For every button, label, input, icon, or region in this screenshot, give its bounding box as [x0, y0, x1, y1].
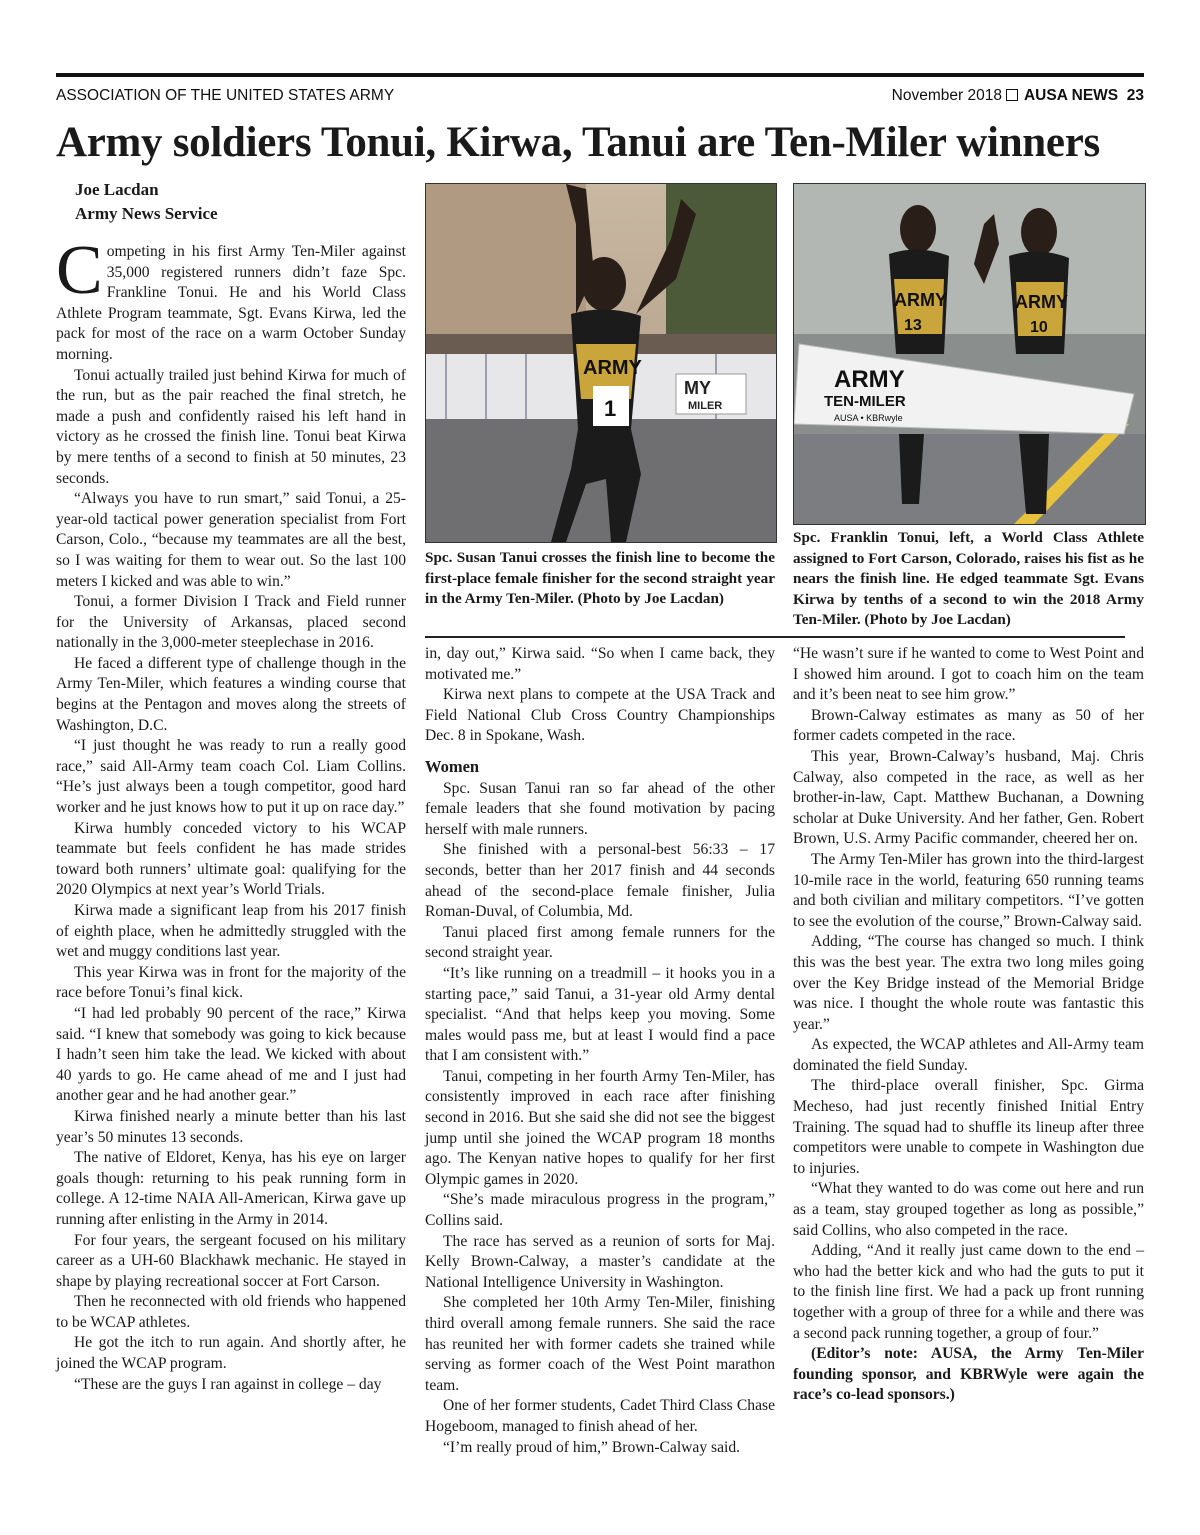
article-paragraph: The native of Eldoret, Kenya, has his eye on larger goals though: returning to his peak running form in college. A 12-time NAIA All-American, Kirwa gave up running after enlisting in the Army in 2014. — [56, 1149, 406, 1228]
article-paragraph: Tonui, a former Division I Track and Field runner for the University of Arkansas, placed second nationally in the 3,000-meter steeplechase in 2016. — [56, 593, 406, 652]
photo2-banner-a: ARMY — [834, 366, 905, 393]
photo2-bib-left-text: ARMY — [894, 290, 947, 310]
square-icon — [1006, 89, 1018, 101]
article-paragraph: Kirwa made a significant leap from his 2017 finish of eighth place, when he admittedly struggled with the wet and muggy conditions last year. — [56, 902, 406, 961]
photo2-banner-sponsors: AUSA • KBRwyle — [834, 413, 903, 423]
article-paragraph: “He wasn’t sure if he wanted to come to West Point and I showed him around. I got to coach him on the team and it’s been neat to see him grow.” — [793, 645, 1144, 704]
article-paragraph: Adding, “The course has changed so much. I think this was the best year. The extra two long miles going over the Key Bridge instead of the Memorial Bridge was nice. I thought the whole route was fantastic this year.” — [793, 933, 1144, 1033]
article-paragraph: Competing in his first Army Ten-Miler against 35,000 registered runners didn’t faze Spc. Frankline Tonui. He and his World Class Athlete Program teammate, Sgt. Evans Kirwa, led the pack for most of the race on a warm October Sunday morning. — [56, 232, 406, 363]
article-paragraph: He faced a different type of challenge though in the Army Ten-Miler, which features a winding course that begins at the Pentagon and moves along the streets of Washington, D.C. — [56, 654, 406, 734]
header-org: ASSOCIATION OF THE UNITED STATES ARMY — [56, 87, 395, 104]
photo2-bib-left-number: 13 — [904, 317, 922, 334]
article-paragraph: Tanui placed first among female runners for the second straight year. — [425, 923, 775, 962]
article-paragraph: The third-place overall finisher, Spc. Girma Mecheso, had just recently finished Initial Entry Training. The squad had to shuffle its lineup after three competitors were unable to compete in Washington due to injuries. — [793, 1077, 1144, 1177]
article-paragraph: She completed her 10th Army Ten-Miler, finishing third overall among female runners. She said the race has reunited her with former cadets she trained while serving as former coach of the West Point marathon team. — [425, 1294, 775, 1394]
article-paragraph: As expected, the WCAP athletes and All-Army team dominated the field Sunday. — [793, 1036, 1144, 1074]
photo1-banner-sub: MILER — [688, 400, 723, 412]
article-paragraph: The race has served as a reunion of sorts for Maj. Kelly Brown-Calway, a master’s candidate at the National Intelligence University in Washington. — [425, 1232, 775, 1291]
article-paragraph: Kirwa humbly conceded victory to his WCAP teammate but feels confident he has made strides toward both runners’ ultimate goal: qualifying for the 2020 Olympics at next year’s World Trials. — [56, 819, 406, 899]
article-column-3 — [793, 644, 1144, 1406]
article-paragraph: Kirwa next plans to compete at the USA Track and Field National Club Cross Country Championships Dec. 8 in Spokane, Wash. — [425, 686, 775, 745]
article-paragraph: For four years, the sergeant focused on his military career as a UH-60 Blackhawk mechanic. He stayed in shape by playing recreational soccer at Fort Carson. — [56, 1231, 406, 1290]
article-paragraph: in, day out,” Kirwa said. “So when I came back, they motivated me.” — [425, 645, 775, 683]
article-paragraph: Adding, “And it really just came down to the end – who had the better kick and who had the guts to put it to the finish line first. We had a pack up front running together with a group of three for a while and there was a second pack running together, a group of four.” — [793, 1242, 1144, 1342]
article-paragraph: Tonui actually trailed just behind Kirwa for much of the run, but as the pair reached the final stretch, he made a push and confidently raised his left hand in victory as he crossed the finish line. Tonui beat Kirwa by mere tenths of a second to finish at 50 minutes, 23 seconds. — [56, 366, 406, 487]
article-paragraph: The Army Ten-Miler has grown into the third-largest 10-mile race in the world, featuring 650 running teams and both civilian and military competitors. “I’ve gotten to see the evolution of the course,” Brown-Calway said. — [793, 850, 1144, 930]
photo2-bib-right-text: ARMY — [1015, 292, 1068, 312]
photo1-bib-number: 1 — [604, 396, 617, 421]
photo2-caption: Spc. Franklin Tonui, left, a World Class Athlete assigned to Fort Carson, Colorado, raises his fist as he nears the finish line. He edged teammate Sgt. Evans Kirwa by tenths of a second to win the 2018 Army Ten-Miler. (Photo by Joe Lacdan) — [793, 529, 1144, 629]
photo-susan-tanui — [425, 183, 777, 543]
photo-tonui-kirwa-image — [794, 184, 1145, 524]
header-page-number: 23 — [1126, 87, 1144, 104]
article-paragraph: “What they wanted to do was come out here and run as a team, stay grouped together as long as possible,” said Collins, who also competed in the race. — [793, 1180, 1144, 1239]
article-paragraph: “I just thought he was ready to run a really good race,” said All-Army team coach Col. Liam Collins. “He’s just always been a tough competitor, good hard worker and he just knows how to put it up on race day.” — [56, 737, 406, 817]
article-paragraph: “She’s made miraculous progress in the program,” Collins said. — [425, 1191, 775, 1230]
article-paragraph: “I’m really proud of him,” Brown-Calway said. — [443, 1438, 741, 1456]
article-paragraph: Spc. Susan Tanui ran so far ahead of the other female leaders that she found motivation by pacing herself with male runners. — [425, 779, 775, 838]
photo1-caption: Spc. Susan Tanui crosses the finish line to become the first-place female finisher for the second straight year in the Army Ten-Miler. (Photo by Joe Lacdan) — [425, 549, 775, 608]
article-paragraph: He got the itch to run again. And shortly after, he joined the WCAP program. — [56, 1334, 406, 1373]
header-rule — [56, 73, 1144, 77]
header-right — [892, 87, 1144, 105]
photo2-bib-right-number: 10 — [1030, 319, 1048, 336]
photo-tonui-kirwa — [793, 183, 1146, 525]
byline — [75, 178, 218, 226]
article-paragraph: “Always you have to run smart,” said Tonui, a 25-year-old tactical power generation specialist from Fort Carson, Colo., “because my teammates are all the best, so I was waiting for them to wear out. So the last 100 meters I kicked and was able to win.” — [56, 490, 406, 590]
article-paragraph: “I had led probably 90 percent of the race,” Kirwa said. “I knew that somebody was going to kick because I hadn’t seen him take the lead. We kicked with about 40 yards to go. He came ahead of me and I just had another gear and he had another gear.” — [56, 1004, 406, 1105]
section-subhead-women: Women — [425, 756, 480, 776]
byline-outlet: Army News Service — [75, 204, 218, 223]
photo2-banner-b: TEN-MILER — [824, 393, 906, 410]
article-column-1 — [56, 232, 406, 1395]
header-publication: AUSA NEWS — [1023, 87, 1119, 104]
article-paragraph: Kirwa finished nearly a minute better than his last year’s 50 minutes 13 seconds. — [56, 1107, 406, 1146]
photo-susan-tanui-image — [426, 184, 776, 542]
article-paragraph: One of her former students, Cadet Third Class Chase Hogeboom, managed to finish ahead of her. — [425, 1397, 775, 1435]
section-rule — [425, 636, 1125, 638]
article-paragraph: Tanui, competing in her fourth Army Ten-Miler, has consistently improved in each race after finishing second in 2016. But she said she did not see the biggest jump until she joined the WCAP program 18 months ago. The Kenyan native hopes to qualify for her first Olympic games in 2020. — [425, 1067, 775, 1188]
article-paragraph: “These are the guys I ran against in college – day — [74, 1375, 382, 1393]
photo1-bib-text: ARMY — [583, 357, 642, 379]
article-paragraph: Brown-Calway estimates as many as 50 of her former cadets competed in the race. — [793, 706, 1144, 745]
header-date: November 2018 — [891, 87, 1002, 104]
article-paragraph: “It’s like running on a treadmill – it hooks you in a starting pace,” said Tanui, a 31-year old Army dental specialist. “And that helps keep you moving. Some males would pass me, but at least I would find a pace that I am consistent with.” — [425, 964, 775, 1065]
editor-note: (Editor’s note: AUSA, the Army Ten-Miler founding sponsor, and KBRWyle were again the race’s co-lead sponsors.) — [793, 1345, 1144, 1404]
article-column-2 — [425, 644, 775, 1458]
article-paragraph: This year, Brown-Calway’s husband, Maj. Chris Calway, also competed in the race, as well as her brother-in-law, Capt. Matthew Buchanan, a Downing scholar at Duke University. And her father, Gen. Robert Brown, U.S. Army Pacific commander, cheered her on. — [793, 747, 1144, 848]
photo1-banner-text: MY — [684, 378, 711, 398]
headline: Army soldiers Tonui, Kirwa, Tanui are Ten-Miler winners — [56, 119, 1100, 166]
byline-author: Joe Lacdan — [75, 180, 159, 199]
article-paragraph: She finished with a personal-best 56:33 – 17 seconds, better than her 2017 finish and 44 seconds ahead of the second-place female finisher, Julia Roman-Duval, of Columbia, Md. — [425, 841, 775, 921]
dropcap: C — [56, 232, 103, 309]
article-paragraph: This year Kirwa was in front for the majority of the race before Tonui’s final kick. — [56, 963, 406, 1002]
article-paragraph: Then he reconnected with old friends who happened to be WCAP athletes. — [56, 1293, 406, 1331]
